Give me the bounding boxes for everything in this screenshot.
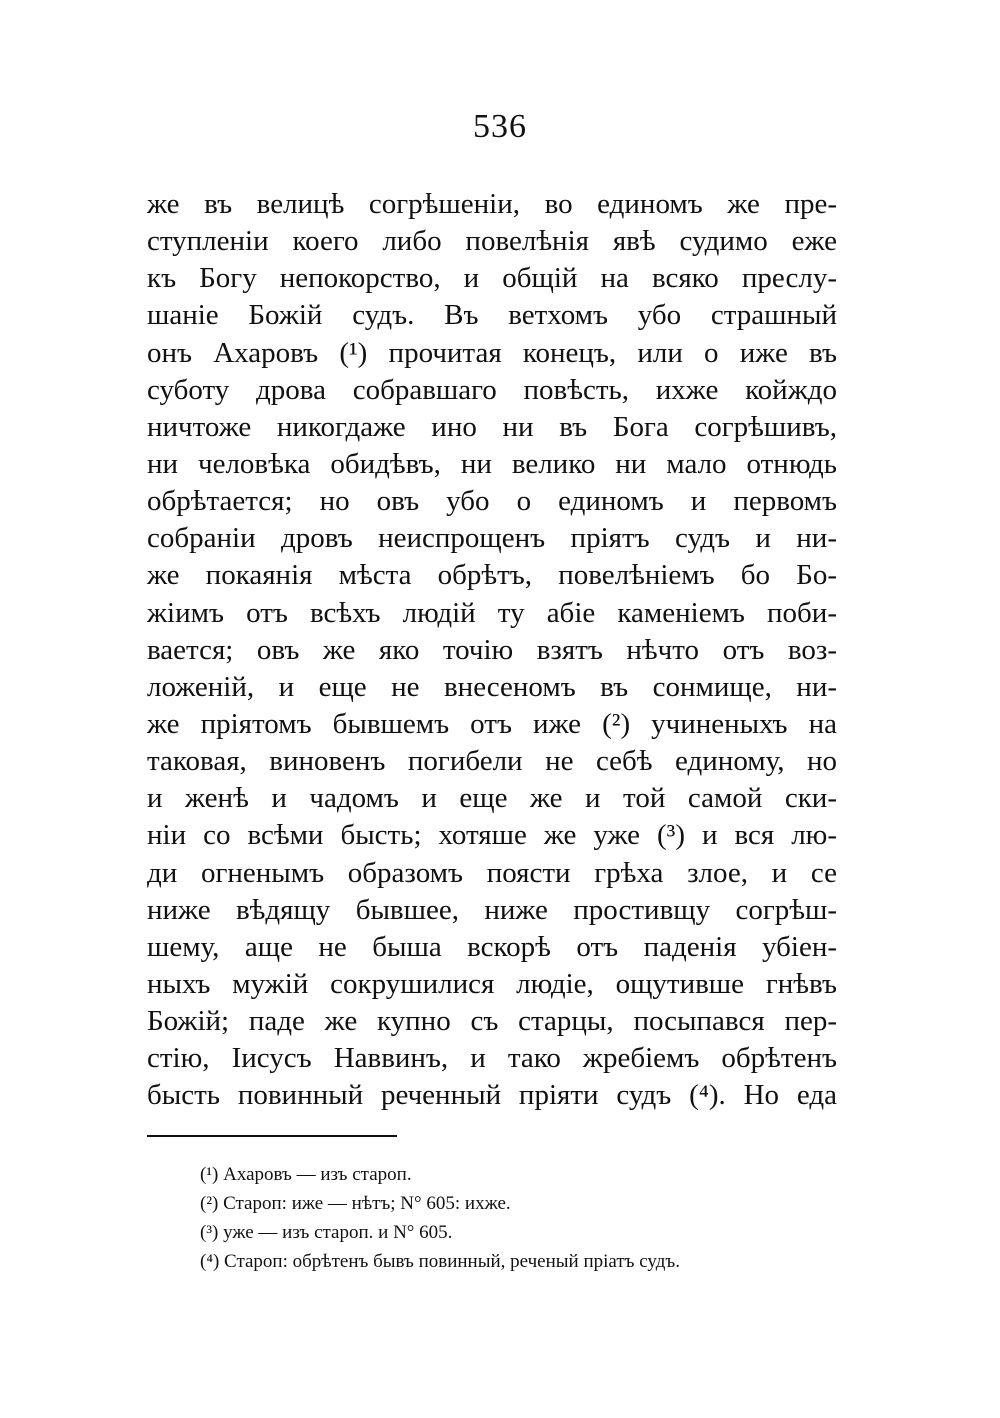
text-line: собраніи дровъ неиспрощенъ пріятъ судъ и ни- <box>147 522 837 555</box>
text-line: ныхъ мужій сокрушилися людіе, ощутивше гнѣвъ <box>147 967 837 1000</box>
footnote: (¹) Ахаровъ — изъ староп. <box>200 1164 412 1185</box>
text-line: ніи со всѣми бысть; хотяше же уже (³) и вся лю- <box>147 819 837 852</box>
text-line: шаніе Божій судъ. Въ ветхомъ убо страшный <box>147 299 837 332</box>
footnote: (⁴) Староп: обрѣтенъ бывъ повинный, реченый пріатъ судъ. <box>200 1251 680 1272</box>
text-line: таковая, виновенъ погибели не себѣ единому, но <box>147 745 837 778</box>
text-line: ниже вѣдящу бывшее, ниже простивщу согрѣш- <box>147 893 837 926</box>
text-line: и женѣ и чадомъ и еще же и той самой ски- <box>147 782 837 815</box>
text-line: же въ велицѣ согрѣшеніи, во единомъ же пре- <box>147 188 837 220</box>
body-text <box>147 186 837 1115</box>
text-line: ди огненымъ образомъ поясти грѣха злое, и се <box>147 856 837 889</box>
footnote-separator <box>147 1135 397 1137</box>
text-line: вается; овъ же яко точію взятъ нѣчто отъ воз- <box>147 633 837 666</box>
text-line: же покаянія мѣста обрѣтъ, повелѣніемъ бо Бо- <box>147 559 837 592</box>
footnotes <box>200 1160 840 1276</box>
text-line: шему, аще не быша вскорѣ отъ паденія убіен- <box>147 930 837 963</box>
footnote: (³) уже — изъ староп. и N° 605. <box>200 1222 453 1243</box>
text-line: онъ Ахаровъ (¹) прочитая конецъ, или о иже въ <box>147 336 837 369</box>
text-line: суботу дрова собравшаго повѣсть, ихже койждо <box>147 373 837 406</box>
text-line: же пріятомъ бывшемъ отъ иже (²) учиненыхъ на <box>147 707 837 740</box>
footnote: (²) Староп: иже — нѣтъ; N° 605: ихже. <box>200 1193 511 1214</box>
text-line: стію, Іисусъ Наввинъ, и тако жребіемъ обрѣтенъ <box>147 1042 837 1075</box>
text-line: жіимъ отъ всѣхъ людій ту абіе каменіемъ поби- <box>147 596 837 629</box>
text-line: къ Богу непокорство, и общій на всяко преслу- <box>147 262 837 295</box>
text-line: ложеній, и еще не внесеномъ въ сонмище, ни- <box>147 670 837 703</box>
text-line: Божій; паде же купно съ старцы, посыпався пер- <box>147 1005 837 1038</box>
text-line: бысть повинный реченный пріяти судъ (⁴). Но еда <box>147 1079 837 1112</box>
text-line: ни человѣка обидѣвъ, ни велико ни мало отнюдь <box>147 447 837 480</box>
text-line: ступленіи коего либо повелѣнія явѣ судимо еже <box>147 225 837 258</box>
text-line: обрѣтается; но овъ убо о единомъ и первомъ <box>147 485 837 518</box>
page-number: 536 <box>473 108 527 145</box>
text-line: ничтоже никогдаже ино ни въ Бога согрѣшивъ, <box>147 410 837 443</box>
